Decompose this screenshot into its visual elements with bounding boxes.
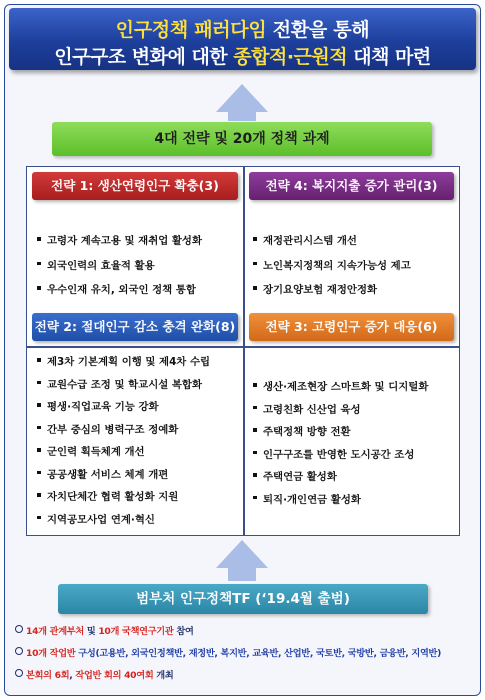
grid-divider-vertical: [243, 166, 245, 536]
list-item: 군인력 획득체계 개선: [36, 443, 210, 466]
list-item: 공공생활 서비스 체계 개편: [36, 466, 210, 489]
list-item: 교원수급 조정 및 학교시설 복합화: [36, 376, 210, 399]
list-item: [14, 645, 476, 667]
note-text: 개최: [153, 670, 174, 681]
note-highlight: 본회의 6회: [26, 670, 70, 681]
strategy-4-header: 전략 4: 복지지출 증가 관리(3): [249, 172, 454, 200]
note-text: 및: [83, 626, 99, 637]
list-item: 외국인력의 효율적 활용: [36, 257, 202, 282]
list-item: 주택연금 활성화: [252, 468, 428, 491]
up-arrow-icon: [216, 540, 268, 568]
title-line-1-rest: 전환을 통해: [266, 19, 370, 41]
list-item: 제3차 기본계획 이행 및 제4차 수립: [36, 353, 210, 376]
list-item: 간부 중심의 병력구조 정예화: [36, 421, 210, 444]
strategy-2-task-list: [36, 353, 210, 533]
list-item: 고령자 계속고용 및 재취업 활성화: [36, 232, 202, 257]
note-highlight: 14개 관계부처: [26, 626, 84, 637]
title-line-2-prefix: 인구구조 변화에 대한: [54, 46, 234, 68]
strategy-1-header: 전략 1: 생산연령인구 확충(3): [32, 172, 238, 200]
title-highlight-comprehensive: 종합적·근원적: [233, 46, 348, 68]
list-item: [14, 623, 476, 645]
note-text: 구성(고용반, 외국인정책반, 재정반, 복지반, 교육반, 산업반, 국토반, 국방반, 금융반, 지역반): [75, 648, 442, 659]
strategy-3-header: 전략 3: 고령인구 증가 대응(6): [249, 313, 454, 341]
strategy-1-task-list: [36, 232, 202, 306]
strategy-2-header: 전략 2: 절대인구 감소 충격 완화(8): [32, 313, 238, 341]
list-item: 인구구조를 반영한 도시공간 조성: [252, 446, 428, 469]
title-line-2: [9, 42, 476, 69]
list-item: [14, 667, 476, 689]
list-item: 재정관리시스템 개선: [252, 232, 411, 257]
list-item: 장기요양보험 재정안정화: [252, 281, 411, 306]
grid-divider-horizontal: [26, 346, 460, 348]
task-force-notes: [14, 623, 476, 689]
strategy-banner: 4대 전략 및 20개 정책 과제: [52, 122, 432, 156]
up-arrow-stem: [228, 567, 256, 581]
list-item: 자치단체간 협력 활성화 지원: [36, 488, 210, 511]
title-line-1: [9, 15, 476, 42]
list-item: 우수인재 유치, 외국인 정책 통합: [36, 281, 202, 306]
up-arrow-icon: [216, 84, 268, 112]
task-force-banner: 범부처 인구정책TF (‘19.4월 출범): [58, 584, 428, 614]
note-highlight: 10개 국책연구기관: [98, 626, 174, 637]
up-arrow-stem: [228, 111, 256, 121]
list-item: 평생·직업교육 기능 강화: [36, 398, 210, 421]
title-banner: [9, 8, 476, 70]
strategy-4-task-list: [252, 232, 411, 306]
list-item: 생산·제조현장 스마트화 및 디지털화: [252, 378, 428, 401]
title-highlight-paradigm: 인구정책 패러다임: [115, 19, 267, 41]
title-line-2-suffix: 대책 마련: [347, 46, 431, 68]
list-item: 노인복지정책의 지속가능성 제고: [252, 257, 411, 282]
strategy-3-task-list: [252, 378, 428, 513]
list-item: 주택정책 방향 전환: [252, 423, 428, 446]
list-item: 지역공모사업 연계·혁신: [36, 511, 210, 534]
list-item: 고령친화 신산업 육성: [252, 401, 428, 424]
list-item: 퇴직·개인연금 활성화: [252, 491, 428, 514]
note-text: ,: [69, 670, 76, 681]
note-text: 참여: [173, 626, 194, 637]
note-highlight: 작업반 회의 40여회: [75, 670, 154, 681]
note-highlight: 10개 작업반: [26, 648, 76, 659]
